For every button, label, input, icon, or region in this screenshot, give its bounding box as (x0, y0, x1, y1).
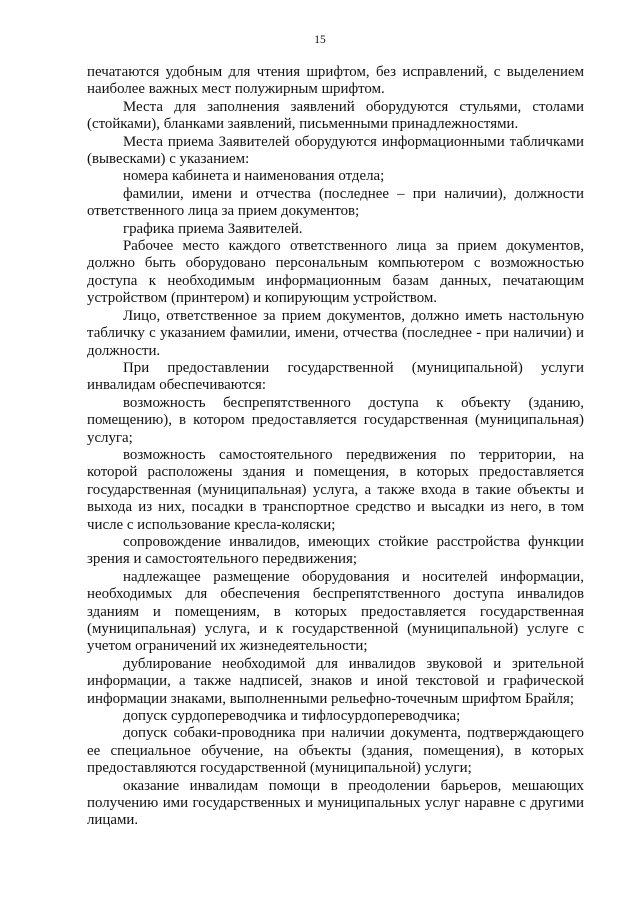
paragraph: Места для заполнения заявлений оборудуются стульями, столами (стойками), бланками заявлений, письменными принадлежностями. (87, 98, 584, 133)
paragraph: надлежащее размещение оборудования и носителей информации, необходимых для обеспечения беспрепятственного доступа инвалидов зданиям и помещениям, в которых предоставляется государственная (муниципальная) услуга, и к государственной (муниципальной) услуге с учетом ограничений их жизнедеятельности; (87, 568, 584, 655)
paragraph: Лицо, ответственное за прием документов, должно иметь настольную табличку с указанием фамилии, имени, отчества (последнее - при наличии) и должности. (87, 307, 584, 359)
document-body (87, 64, 584, 830)
paragraph: возможность беспрепятственного доступа к объекту (зданию, помещению), в котором предоставляется государственная (муниципальная) услуга; (87, 394, 584, 446)
paragraph: графика приема Заявителей. (123, 220, 303, 237)
paragraph: печатаются удобным для чтения шрифтом, без исправлений, с выделением наиболее важных мест полужирным шрифтом. (87, 64, 584, 98)
paragraph: Рабочее место каждого ответственного лица за прием документов, должно быть оборудовано персональным компьютером с возможностью доступа к необходимым информационным базам данных, печатающим устройством (принтером) и копирующим устройством. (87, 238, 584, 307)
paragraph: дублирование необходимой для инвалидов звуковой и зрительной информации, а также надписей, знаков и иной текстовой и графической информации знаками, выполненными рельефно-точечным шрифтом Брайля; (87, 655, 584, 707)
paragraph: фамилии, имени и отчества (последнее – при наличии), должности ответственного лица за прием документов; (87, 185, 584, 220)
paragraph: оказание инвалидам помощи в преодолении барьеров, мешающих получению ими государственных и муниципальных услуг наравне с другими лицами. (87, 777, 584, 829)
paragraph: При предоставлении государственной (муниципальной) услуги инвалидам обеспечиваются: (87, 359, 584, 394)
paragraph: допуск сурдопереводчика и тифлосурдопереводчика; (123, 708, 461, 725)
paragraph: номера кабинета и наименования отдела; (123, 168, 385, 185)
page-number: 15 (314, 34, 326, 46)
paragraph: Места приема Заявителей оборудуются информационными табличками (вывесками) с указанием: (87, 133, 584, 168)
paragraph: сопровождение инвалидов, имеющих стойкие расстройства функции зрения и самостоятельного передвижения; (87, 533, 584, 568)
paragraph: возможность самостоятельного передвижения по территории, на которой расположены здания и помещения, в которых предоставляется государственная (муниципальная) услуга, а также входа в такие объекты и выхода из них, посадки в транспортное средство и высадки из него, в том числе с использование кресла-коляски; (87, 446, 584, 533)
paragraph: допуск собаки-проводника при наличии документа, подтверждающего ее специальное обучение, на объекты (здания, помещения), в которых предоставляются государственной (муниципальной) услуги; (87, 725, 584, 777)
